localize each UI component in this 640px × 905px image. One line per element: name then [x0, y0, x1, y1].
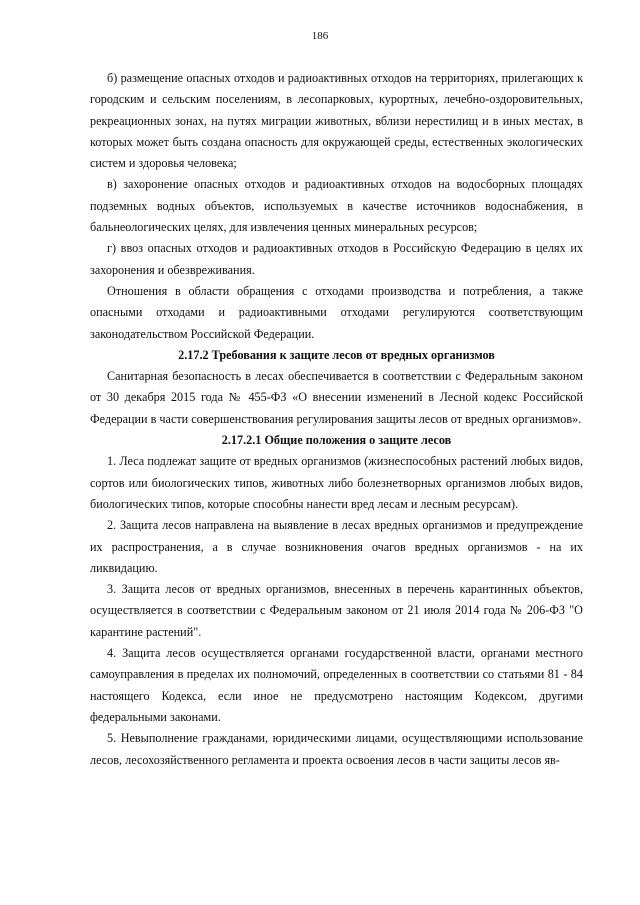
page-number: 186 — [311, 30, 329, 42]
page-content — [90, 68, 583, 771]
paragraph-sanitary-safety: Санитарная безопасность в лесах обеспечивается в соответствии с Федеральным законом от 30 декабря 2015 года № 455-ФЗ «О внесении изменений в Лесной кодекс Российской Федерации в части совершенствования регулирования защиты лесов от вредных организмов». — [90, 369, 583, 426]
paragraph-item-b: б) размещение опасных отходов и радиоактивных отходов на территориях, прилегающих к городским и сельским поселениям, в лесопарковых, курортных, лечебно-оздоровительных, рекреационных зонах, на путях миграции животных, вблизи нерестилищ и в иных местах, в которых может быть создана опасность для окружающей среды, естественных экологических систем и здоровья человека; — [90, 71, 583, 171]
paragraph-item-g: г) ввоз опасных отходов и радиоактивных отходов в Российскую Федерацию в целях их захоронения и обезвреживания. — [90, 241, 583, 277]
paragraph-item-v: в) захоронение опасных отходов и радиоактивных отходов на водосборных площадях подземных водных объектов, используемых в качестве источников водоснабжения, в бальнеологических целях, для извлечения ценных минеральных ресурсов; — [90, 177, 583, 235]
paragraph-point-3: 3. Защита лесов от вредных организмов, внесенных в перечень карантинных объектов, осуществляется в соответствии с Федеральным законом от 21 июля 2014 года № 206-ФЗ "О карантине растений". — [90, 582, 583, 639]
paragraph-regulation: Отношения в области обращения с отходами производства и потребления, а также опасными отходами и радиоактивными отходами регулируются соответствующим законодательством Российской Федерации. — [90, 283, 583, 341]
section-heading: 2.17.2 Требования к защите лесов от вредных организмов — [178, 347, 495, 362]
paragraph-point-2: 2. Защита лесов направлена на выявление в лесах вредных организмов и предупреждение их распространения, а в случае возникновения очагов вредных организмов - на их ликвидацию. — [90, 518, 583, 575]
subsection-heading: 2.17.2.1 Общие положения о защите лесов — [221, 433, 452, 448]
paragraph-point-4: 4. Защита лесов осуществляется органами государственной власти, органами местного самоуправления в пределах их полномочий, определенных в соответствии со статьями 81 - 84 настоящего Кодекса, если иное не предусмотрено настоящим Кодексом, другими федеральными законами. — [90, 646, 583, 724]
paragraph-point-1: 1. Леса подлежат защите от вредных организмов (жизнеспособных растений любых видов, сортов или биологических типов, животных либо болезнетворных организмов любых видов, биологических типов, которые способны нанести вред лесам и лесным ресурсам). — [90, 454, 583, 511]
paragraph-point-5: 5. Невыполнение гражданами, юридическими лицами, осуществляющими использование лесов, лесохозяйственного регламента и проекта освоения лесов в части защиты лесов яв- — [90, 731, 583, 767]
